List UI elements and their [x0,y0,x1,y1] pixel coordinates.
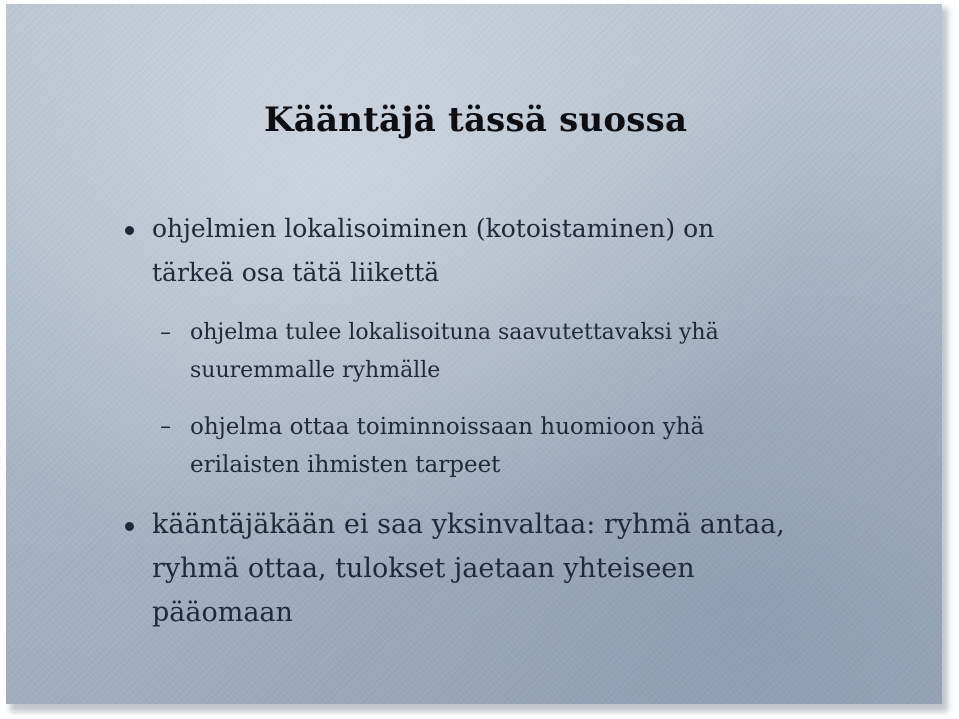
subbullet-item [160,314,890,390]
subbullet-line: erilaisten ihmisten tarpeet [190,452,501,478]
dash-marker-icon: – [160,414,171,439]
slide-title: Kääntäjä tässä suossa [264,100,688,140]
subbullet-line: ohjelma tulee lokalisoituna saavutettavaksi yhä [190,320,719,345]
subbullet-line: suuremmalle ryhmälle [190,358,441,383]
bullet-line: ohjelmien lokalisoiminen (kotoistaminen) on [152,214,715,243]
bullet-item [152,207,892,295]
bullet-line: tärkeä osa tätä liikettä [152,258,440,287]
bullet-line: pääomaan [152,597,293,628]
subbullet-line: ohjelma ottaa toiminnoissaan huomioon yhä [190,414,705,440]
bullet-marker-icon [125,522,134,531]
bullet-item [152,503,892,635]
slide [6,4,942,704]
subbullet-item [160,408,890,484]
bullet-line: ryhmä ottaa, tulokset jaetaan yhteiseen [152,553,695,584]
bullet-line: kääntäjäkään ei saa yksinvaltaa: ryhmä antaa, [152,509,785,540]
dash-marker-icon: – [160,320,171,345]
bullet-marker-icon [125,226,134,235]
slide-content [6,4,942,704]
